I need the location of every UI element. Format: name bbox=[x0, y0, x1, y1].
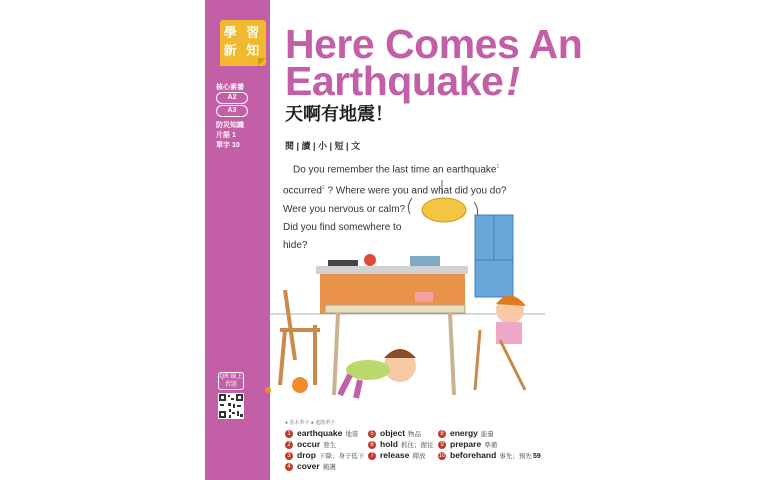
vocab-meaning: 釋放 bbox=[412, 453, 426, 460]
title-word: Earthquake bbox=[285, 58, 504, 104]
table-top bbox=[325, 305, 465, 313]
vocab-item bbox=[368, 439, 433, 449]
footnote-marker-1: 1 bbox=[496, 164, 500, 170]
dishes bbox=[410, 256, 440, 266]
story-line-1 bbox=[283, 158, 523, 179]
countertop bbox=[316, 266, 468, 274]
info-words: 單字 10 bbox=[216, 142, 240, 149]
vocab-number: 2 bbox=[285, 441, 293, 449]
page-subtitle: 天啊有地震！ bbox=[285, 104, 393, 124]
vocab-meaning: 發生 bbox=[323, 442, 337, 449]
story-line-3: Were you nervous or calm? bbox=[283, 203, 406, 215]
page-number: 59 bbox=[533, 453, 541, 460]
vocab-number: 4 bbox=[285, 463, 293, 471]
vocab-word: prepare bbox=[450, 439, 482, 449]
vocab-number: 1 bbox=[285, 430, 293, 438]
shake-line bbox=[408, 198, 412, 214]
vocab-item bbox=[368, 428, 421, 438]
vocab-item bbox=[438, 439, 497, 449]
story-line-4: Did you find somewhere to bbox=[283, 221, 402, 233]
vocab-meaning: 抓住；握住 bbox=[400, 442, 434, 449]
stove bbox=[328, 260, 358, 266]
page-title-line-2 bbox=[285, 58, 520, 104]
qr-label: QR 線上習題 bbox=[219, 374, 243, 388]
section-badge-label bbox=[222, 24, 264, 60]
vocab-word: beforehand bbox=[450, 450, 497, 460]
page-title-line-1: Here Comes An bbox=[285, 21, 583, 67]
vocab-meaning: 地震 bbox=[345, 431, 359, 438]
vocab-item bbox=[438, 428, 494, 438]
badge-line-2: 新 知 bbox=[223, 43, 263, 58]
vocab-number: 8 bbox=[438, 430, 446, 438]
story-l2: occurred bbox=[283, 185, 322, 197]
info-phrases: 片語 1 bbox=[216, 132, 236, 139]
vocab-word: release bbox=[380, 450, 410, 460]
story-l2b: ? Where were you and what did you do? bbox=[324, 185, 507, 197]
vocab-word: occur bbox=[297, 439, 321, 449]
vocab-word: energy bbox=[450, 428, 478, 438]
story-line-5: hide? bbox=[283, 239, 308, 251]
vocab-meaning: 能量 bbox=[480, 431, 494, 438]
title-exclamation: ! bbox=[506, 58, 520, 104]
vocab-number: 10 bbox=[438, 452, 446, 459]
section-label: 閱 | 讀 | 小 | 短 | 文 bbox=[285, 141, 361, 151]
vocab-item bbox=[285, 428, 358, 438]
cake-icon bbox=[415, 292, 433, 302]
story-l1: Do you remember the last time an earthquake bbox=[293, 164, 497, 176]
vocab-legend: ● 基本單字 ● 進階單字 bbox=[285, 420, 336, 426]
vocab-word: cover bbox=[297, 461, 320, 471]
vocab-item bbox=[285, 450, 364, 460]
lamp-icon bbox=[422, 198, 466, 222]
vocab-meaning: 物品 bbox=[408, 431, 422, 438]
vocab-word: earthquake bbox=[297, 428, 343, 438]
vocab-number: 9 bbox=[438, 441, 446, 449]
info-topic: 防災知識 bbox=[216, 122, 244, 129]
qr-code-icon[interactable] bbox=[218, 393, 244, 419]
vocab-word: drop bbox=[297, 450, 316, 460]
vocab-word: hold bbox=[380, 439, 398, 449]
competency-tag-a2: A2 bbox=[216, 92, 248, 104]
vocab-meaning: 事先；預先 bbox=[499, 453, 532, 460]
vocab-meaning: 下降；身子低下 bbox=[318, 453, 365, 460]
vocab-item bbox=[368, 450, 425, 460]
vocab-word: object bbox=[380, 428, 406, 438]
vocab-meaning: 準備 bbox=[484, 442, 498, 449]
vocab-meaning: 掩護 bbox=[322, 464, 336, 471]
badge-line-1: 學 習 bbox=[223, 25, 263, 40]
footnote-marker-2: 2 bbox=[321, 185, 325, 192]
fallen-item bbox=[292, 377, 308, 393]
vocab-item bbox=[438, 450, 532, 460]
vocab-item bbox=[285, 461, 336, 471]
pot-icon bbox=[364, 254, 376, 266]
vocab-number: 3 bbox=[285, 452, 293, 460]
vocab-number: 6 bbox=[368, 441, 376, 449]
competency-tag-a3: A3 bbox=[216, 105, 248, 117]
vocab-number: 5 bbox=[368, 430, 376, 438]
kid-body bbox=[346, 360, 390, 380]
vocab-item bbox=[285, 439, 336, 449]
qr-block[interactable] bbox=[218, 372, 246, 419]
earthquake-illustration bbox=[260, 180, 550, 420]
core-competency-label: 核心素養 bbox=[216, 84, 244, 91]
vocab-number: 7 bbox=[368, 452, 376, 460]
chair-icon bbox=[280, 290, 320, 385]
